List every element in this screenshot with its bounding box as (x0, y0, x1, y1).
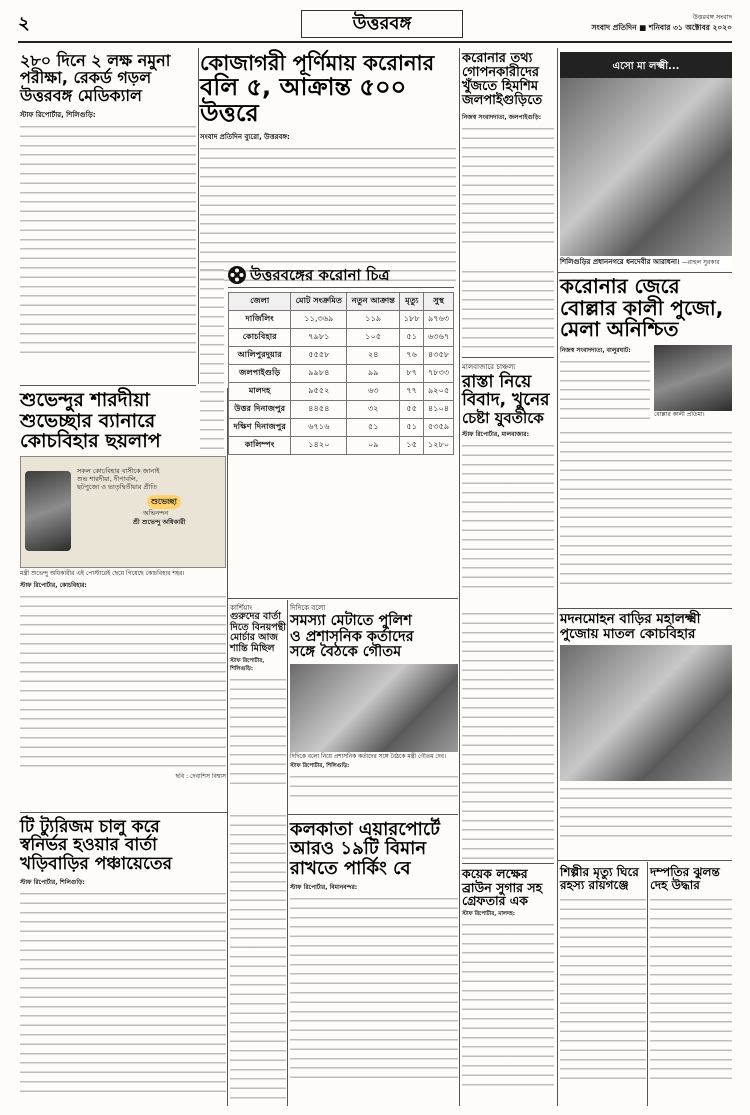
guru-headline-3: মোর্চার আজ (230, 632, 278, 644)
gautam-meeting-photo (290, 664, 458, 752)
story-guru-main (230, 612, 286, 812)
sample-test-headline-2: পরীক্ষা, রেকর্ড গড়ল (20, 68, 152, 88)
corona-table (228, 292, 454, 455)
guru-headline-4: শান্তি মিছিল (230, 642, 275, 654)
value-cell: ৫৫ (400, 401, 424, 419)
edition-line-2: সংবাদ প্রতিদিন ■ শনিবার ৩১ অক্টোবর ২০২০ (591, 23, 732, 32)
masthead-title-box (301, 10, 463, 38)
section-rule (558, 272, 732, 273)
table-row (229, 329, 454, 347)
rule (20, 385, 196, 386)
corona-info-body-continued (462, 268, 554, 354)
kojagari-dateline: সংবাদ প্রতিদিন ব্যুরো, উত্তরবঙ্গ: (200, 133, 290, 142)
story-suvendu (20, 390, 226, 810)
corona-table-box (228, 266, 454, 596)
esho-ma-banner-text: এসো মা লক্ষ্মী... (612, 61, 680, 72)
story-couple (650, 866, 732, 1102)
suvendu-headline-1: শুভেন্দুর শারদীয়া (20, 389, 150, 411)
column-rule (557, 48, 558, 1106)
corona-table-header-cell: মৃত্যু (400, 293, 424, 311)
value-cell: ৬৩ (347, 383, 400, 401)
section-rule (558, 860, 732, 861)
corona-info-headline-2: গোপনকারীদের (462, 65, 540, 81)
corona-info-headline-4: জলপাইগুড়িতে (462, 93, 543, 109)
suvendu-headline-2: শুভেচ্ছার ব্যানারে (20, 409, 156, 432)
district-cell: কালিম্পং (229, 437, 291, 455)
value-cell: ৪১০৪ (424, 401, 454, 419)
madanmohan-puja-photo (560, 645, 732, 781)
value-cell: ১৪২০ (291, 437, 347, 455)
value-cell: ৪৪৫৪ (291, 401, 347, 419)
value-cell: ৬৭১৬ (291, 419, 347, 437)
madanmohan-body (560, 785, 732, 837)
suvendu-headline-3: কোচবিহার ছয়লাপ (20, 430, 161, 453)
column-rule (459, 48, 460, 1106)
esho-ma-caption-row (560, 256, 732, 268)
table-row (229, 383, 454, 401)
table-row (229, 311, 454, 329)
suvendu-body (20, 593, 226, 773)
district-cell: মালদহ (229, 383, 291, 401)
column-rule (647, 862, 648, 1106)
corona-table-header-cell: জেলা (229, 293, 291, 311)
road-body (462, 442, 554, 590)
road-headline-3: চেষ্টা যুবতীকে (462, 408, 544, 427)
value-cell: ৭৯৮১ (291, 329, 347, 347)
value-cell: ৫১ (347, 419, 400, 437)
kali-puja-body (560, 358, 650, 426)
table-row (229, 365, 454, 383)
airport-headline-3: রাখতে পার্কিং বে (290, 857, 411, 879)
story-esho-ma (560, 52, 732, 270)
district-cell: কোচবিহার (229, 329, 291, 347)
district-cell: আলিপুরদুয়ার (229, 347, 291, 365)
table-row (229, 419, 454, 437)
road-body-continued (462, 610, 554, 860)
guru-dateline: স্টাফ রিপোর্টার, শিলিগুড়ি: (230, 657, 265, 672)
tea-tourism-headline-3: খড়িবাড়ির পঞ্চায়েতের (20, 853, 172, 874)
masthead-rule (18, 41, 732, 43)
value-cell: ১২৮০ (424, 437, 454, 455)
airport-body (290, 895, 458, 1085)
esho-ma-credit: —রাহুল সুরকার (681, 259, 720, 266)
guru-kicker: কার্শিয়াং (230, 604, 253, 612)
district-cell: দক্ষিণ দিনাজপুর (229, 419, 291, 437)
value-cell: ৯৯৮৪ (291, 365, 347, 383)
kojagari-headline-2: বলি ৫, আক্রান্ত ৫০০ উত্তরে (200, 72, 407, 127)
masthead (18, 8, 732, 40)
corona-info-body (462, 125, 554, 245)
value-cell: ৩২ (347, 401, 400, 419)
gautam-dateline: স্টাফ রিপোর্টার, শিলিগুড়ি: (290, 762, 350, 769)
value-cell: ৭৬ (400, 347, 424, 365)
edition-line-1: উত্তরবঙ্গ সংবাদ (692, 13, 732, 21)
guru-body (230, 676, 286, 790)
value-cell: ৪৩৫৮ (424, 347, 454, 365)
raiganj-body (560, 896, 646, 1086)
kali-puja-headline-2: বোল্লার কালী পুজো, (560, 295, 724, 320)
guru-headline-2: দিতে বিনয়পন্থী (230, 621, 287, 633)
corona-table-title: উত্তরবঙ্গের করোনা চিত্র (250, 265, 390, 284)
airport-headline-1: কলকাতা এয়ারপোর্টে (290, 819, 440, 840)
corona-table-header (228, 266, 454, 288)
suvendu-portrait (25, 471, 71, 551)
tea-tourism-dateline: স্টাফ রিপোর্টার, শিলিগুড়ি: (20, 879, 85, 887)
suvendu-banner-line-4: অভিনন্দন (143, 509, 169, 518)
brown-sugar-headline-3: গ্রেফতার এক (462, 893, 529, 908)
suvendu-dateline: স্টাফ রিপোর্টার, কোচবিহার: (20, 581, 87, 589)
value-cell: ৯৫৫২ (291, 383, 347, 401)
value-cell: ৫৫৫৮ (291, 347, 347, 365)
column-rule (198, 48, 199, 384)
gautam-headline-2: ও প্রশাসনিক কর্তাদের (290, 628, 414, 645)
madanmohan-headline-1: মদনমোহন বাড়ির মহালক্ষ্মী (560, 611, 701, 627)
brown-sugar-dateline: স্টাফ রিপোর্টার, মালদহ: (462, 910, 516, 917)
sample-test-dateline: স্টাফ রিপোর্টার, শিলিগুড়ি: (20, 110, 96, 119)
suvendu-banner-badge: শুভেচ্ছা (147, 495, 181, 509)
kali-idol-photo (654, 345, 732, 411)
page-number: ২ (18, 13, 30, 34)
value-cell: ৬৩৬৭ (424, 329, 454, 347)
couple-headline-2: দেহ উদ্ধার (650, 877, 700, 892)
lakshmi-idol-photo (560, 78, 732, 256)
kojagari-headline-1: কোজাগরী পূর্ণিমায় করোনার (200, 51, 435, 75)
district-cell: উত্তর দিনাজপুর (229, 401, 291, 419)
sample-test-body (20, 123, 196, 359)
value-cell: ৭৭ (400, 383, 424, 401)
suvendu-banner-text (77, 467, 221, 527)
gautam-headline-1: সমস্যা মেটাতে পুলিশ (290, 613, 412, 629)
corona-info-headline-3: খুঁজতে হিমশিম (462, 79, 539, 95)
brown-sugar-headline-2: ব্রাউন সুগার সহ (462, 879, 543, 895)
district-cell: জলপাইগুড়ি (229, 365, 291, 383)
value-cell: ০৯ (347, 437, 400, 455)
value-cell: ৮৭ (400, 365, 424, 383)
tea-tourism-body (20, 890, 226, 1098)
kali-puja-photo-caption: বোল্লার কালী প্রতিমা। (654, 410, 705, 418)
road-dateline: স্টাফ রিপোর্টার, মালবাজার: (462, 430, 530, 438)
esho-ma-banner (560, 52, 732, 78)
road-headline-2: বিবাদ, খুনের (462, 390, 550, 411)
value-cell: ৯২০৫ (424, 383, 454, 401)
rule (462, 357, 554, 358)
corona-table-header-cell: সুস্থ (424, 293, 454, 311)
story-sample-test (20, 52, 196, 382)
couple-body (650, 896, 732, 1086)
airport-headline-2: আরও ১৯টি বিমান (290, 838, 427, 860)
suvendu-banner-line-2: শুভ শারদীয়া, দীপাবলি, (77, 474, 138, 483)
kojagari-body (200, 145, 456, 285)
road-kicker: মালবাজারে চাঞ্চল্য (462, 363, 516, 371)
suvendu-credit: ছবি : দেবাশিস বিশ্বাস (175, 772, 226, 780)
value-cell: ৫৩৫৯ (424, 419, 454, 437)
airport-dateline: স্টাফ রিপোর্টার, বিমানবন্দর: (290, 884, 358, 892)
corona-table-header-cell: নতুন আক্রান্ত (347, 293, 400, 311)
value-cell: ১৮৮ (400, 311, 424, 329)
story-kojagari (200, 52, 456, 262)
corona-info-headline-1: করোনার তথ্য (462, 51, 533, 66)
sample-test-headline-3: উত্তরবঙ্গ মেডিক্যাল (20, 85, 142, 105)
value-cell: ২৪ (347, 347, 400, 365)
tea-tourism-headline-2: স্বনির্ভর হওয়ার বার্তা (20, 835, 158, 856)
kali-puja-body-2 (560, 429, 732, 585)
gautam-kicker: দিদিকে বলো (290, 604, 326, 612)
table-row (229, 347, 454, 365)
sample-test-headline-1: ২৮০ দিনে ২ লক্ষ নমুনা (20, 51, 171, 70)
guru-body-continued (230, 812, 286, 1102)
story-gautam (290, 602, 458, 812)
story-road (462, 268, 554, 602)
guru-headline-1: গুরুদের বার্তা (230, 611, 281, 622)
gautam-headline-3: সঙ্গে বৈঠকে গৌতম (290, 644, 402, 661)
column-rule (287, 600, 288, 1106)
corona-info-dateline: নিজস্ব সংবাদদাতা, জলপাইগুড়ি: (462, 114, 542, 122)
suvendu-banner-photo (20, 456, 226, 568)
madanmohan-headline-2: পুজোয় মাতল কোচবিহার (560, 625, 696, 642)
suvendu-photo-caption: মন্ত্রী শুভেন্দু অধিকারীর এই পোস্টারেই ছেয়ে গিয়েছে কোচবিহার শহর। (20, 569, 185, 577)
section-title: উত্তরবঙ্গ (352, 13, 412, 34)
table-row (229, 437, 454, 455)
kali-puja-headline-1: করোনার জেরে (560, 274, 680, 298)
story-raiganj (560, 866, 646, 1102)
esho-ma-caption: শিলিগুড়ির প্রধাননগরে ধনদেবীর আরাধনা। (560, 258, 680, 266)
table-row (229, 401, 454, 419)
value-cell: ১০৫ (347, 329, 400, 347)
value-cell: ১১,৩৬৯ (291, 311, 347, 329)
story-corona-info (462, 52, 554, 264)
raiganj-headline-1: শিল্পীর মৃত্যু ঘিরে (560, 865, 639, 879)
suvendu-banner-line-3: ছটপুজো ও ভাতৃদ্বিতীয়ার প্রীতি (77, 483, 157, 492)
value-cell: ১১৯ (347, 311, 400, 329)
value-cell: ৯৯ (347, 365, 400, 383)
gautam-body (290, 773, 458, 803)
brown-sugar-headline-1: কয়েক লক্ষের (462, 866, 528, 881)
section-rule (228, 598, 458, 599)
section-rule (558, 608, 732, 609)
suvendu-banner-line-1: সকল কোচবিহার বাসীকে জানাই (77, 466, 160, 475)
story-madanmohan (560, 612, 732, 852)
film-reel-icon (228, 266, 246, 284)
column-rule (227, 388, 228, 1106)
value-cell: ১৫ (400, 437, 424, 455)
suvendu-banner-name: শ্রী শুভেন্দু অধিকারী (133, 517, 186, 526)
story-brown-sugar (462, 610, 554, 1104)
district-cell: দার্জিলিং (229, 311, 291, 329)
story-tea-tourism (20, 818, 226, 1108)
story-kali-puja (560, 276, 732, 608)
story-airport (290, 820, 458, 1104)
rule (462, 863, 554, 864)
value-cell: ৫১ (400, 419, 424, 437)
kali-puja-dateline: নিজস্ব সংবাদদাতা, বালুরঘাট: (560, 346, 631, 354)
kali-puja-headline-3: মেলা অনিশ্চিত (560, 317, 679, 342)
corona-table-header-cell: মোট সংক্রমিত (291, 293, 347, 311)
section-rule (288, 814, 458, 815)
value-cell: ৫১ (400, 329, 424, 347)
brown-sugar-body (462, 921, 554, 1087)
value-cell: ৭৮৩৩ (424, 365, 454, 383)
value-cell: ৯৭৬৩ (424, 311, 454, 329)
raiganj-headline-2: রহস্য রায়গঞ্জে (560, 877, 629, 892)
road-headline-1: রাস্তা নিয়ে (462, 372, 532, 392)
tea-tourism-headline-1: টি ট্যুরিজম চালু করে (20, 817, 160, 837)
gautam-photo-caption: দিদিকে বলো নিয়ে প্রশাসনিক কর্তাদের সঙ্গে বৈঠকে মন্ত্রী গৌতম দেব। (290, 753, 446, 760)
couple-headline-1: দম্পতির ঝুলন্ত (650, 865, 720, 879)
section-rule (20, 812, 227, 813)
